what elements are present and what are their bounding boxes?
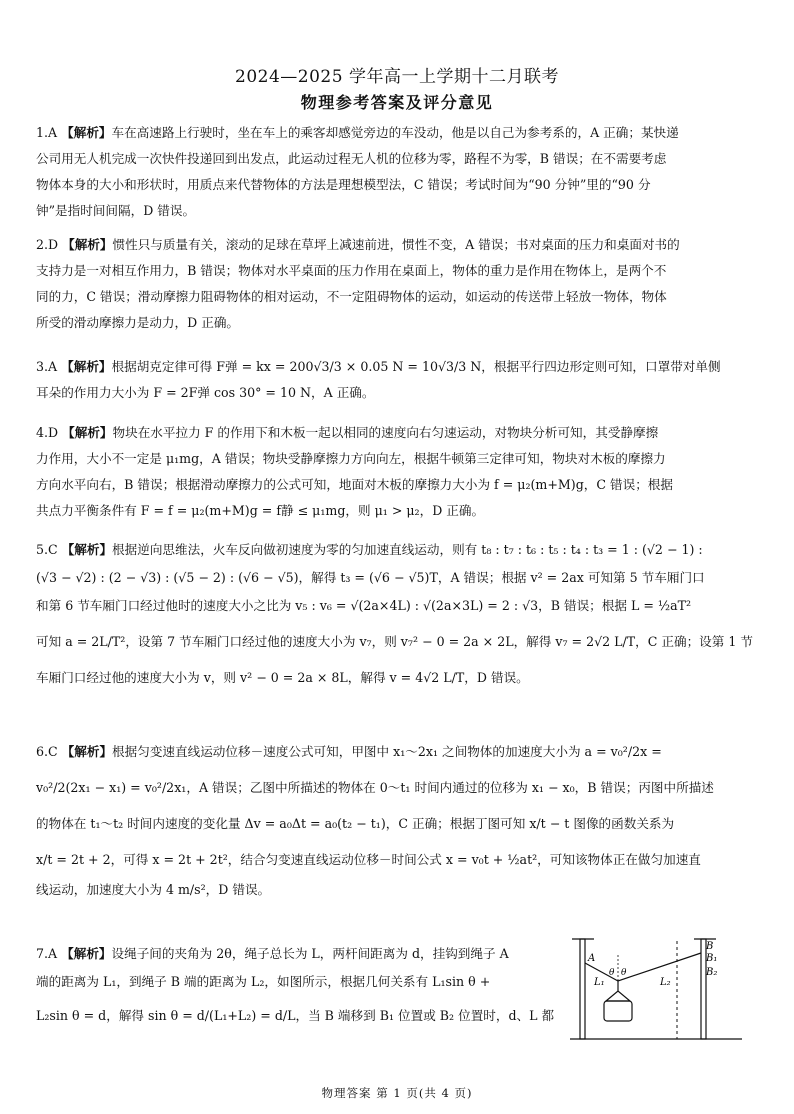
answer-6-tag: 【解析】 xyxy=(61,744,113,759)
answer-3 xyxy=(36,354,776,406)
answer-4-number: 4.D xyxy=(36,425,59,440)
answer-3-text-1: 根据胡克定律可得 F弹 = kx = 200√3/3 × 0.05 N = 10√3/3 N，根据平行四边形定则可知，口罩带对单侧 xyxy=(111,359,721,374)
left-pole xyxy=(580,939,585,1039)
page-footer: 物理答案 第 1 页(共 4 页) xyxy=(321,1086,473,1100)
answer-4-tag: 【解析】 xyxy=(62,425,113,440)
hanging-weight xyxy=(604,1001,632,1021)
answer-2-tag: 【解析】 xyxy=(62,237,113,252)
answer-1-line-4: 钟”是指时间间隔，D 错误。 xyxy=(36,203,196,218)
answer-2-line-3: 同的力，C 错误；滑动摩擦力阻碍物体的相对运动，不一定阻碍物体的运动，如运动的传送带上轻放一物体，物体 xyxy=(36,289,667,304)
label-b: B xyxy=(706,941,714,952)
label-b2: B₂ xyxy=(706,967,718,978)
answer-6 xyxy=(36,738,776,904)
answer-2-number: 2.D xyxy=(36,237,59,252)
answer-1-line-2: 公司用无人机完成一次快件投递回到出发点，此运动过程无人机的位移为零，路程不为零，B 错误；在不需要考虑 xyxy=(36,151,667,166)
answer-5-line-1 xyxy=(36,536,776,564)
answer-5-tag: 【解析】 xyxy=(61,542,113,557)
answer-7-line-3: L₂sin θ = d，解得 sin θ = d/(L₁+L₂) = d/L，当 B 端移到 B₁ 位置或 B₂ 位置时，d、L 都 xyxy=(36,1008,555,1023)
answer-4-line-3: 方向水平向右，B 错误；根据滑动摩擦力的公式可知，地面对木板的摩擦力大小为 f = μ₂(m+M)g，C 错误；根据 xyxy=(36,477,673,492)
answer-5-line-2: (√3 − √2) : (2 − √3) : (√5 − 2) : (√6 − √5)，解得 t₃ = (√6 − √5)T，A 错误；根据 v² = 2ax 可知第 5 节车厢门口 xyxy=(36,570,705,585)
answer-6-line-5: 线运动，加速度大小为 4 m/s²，D 错误。 xyxy=(36,882,271,897)
answer-7-line-1 xyxy=(36,940,556,968)
answer-4-text-1: 物块在水平拉力 F 的作用下和木板一起以相同的速度向右匀速运动，对物块分析可知，其受静摩擦 xyxy=(112,425,659,440)
answer-5-line-4: 可知 a = 2L/T²，设第 7 节车厢门口经过他的速度大小为 v₇，则 v₇² − 0 = 2a × 2L，解得 v₇ = 2√2 L/T，C 正确；设第 1 节 xyxy=(36,634,753,649)
answer-2-line-4: 所受的滑动摩擦力是动力，D 正确。 xyxy=(36,315,240,330)
answer-4-line-2: 力作用，大小不一定是 μ₁mg，A 错误；物块受静摩擦力方向向左，根据牛顿第三定律可知，物块对木板的摩擦力 xyxy=(36,451,666,466)
label-theta-right: θ xyxy=(621,968,627,978)
answer-6-text-1: 根据匀变速直线运动位移－速度公式可知，甲图中 x₁～2x₁ 之间物体的加速度大小为 a = v₀²/2x = xyxy=(112,744,662,759)
answer-4-line-4: 共点力平衡条件有 F = f = μ₂(m+M)g = f静 ≤ μ₁mg，则 μ₁ > μ₂，D 正确。 xyxy=(36,503,485,518)
answer-2-line-1 xyxy=(36,232,776,258)
answer-2 xyxy=(36,232,776,336)
answer-7-line-2: 端的距离为 L₁，到绳子 B 端的距离为 L₂，如图所示，根据几何关系有 L₁sin θ + xyxy=(36,974,491,989)
answer-6-line-2: v₀²/2(2x₁ − x₁) = v₀²/2x₁，A 错误；乙图中所描述的物体在 0～t₁ 时间内通过的位移为 x₁ − x₀，B 错误；丙图中所描述 xyxy=(36,780,714,795)
page-title: 2024—2025 学年高一上学期十二月联考 xyxy=(235,67,559,87)
answer-5-number: 5.C xyxy=(36,542,58,557)
label-theta-left: θ xyxy=(609,968,615,978)
answer-3-line-2: 耳朵的作用力大小为 F = 2F弹 cos 30° = 10 N，A 正确。 xyxy=(36,385,375,400)
answer-2-text-1: 惯性只与质量有关，滚动的足球在草坪上减速前进，惯性不变，A 错误；书对桌面的压力和桌面对书的 xyxy=(112,237,680,252)
answer-3-number: 3.A xyxy=(36,359,58,374)
answer-1-line-1 xyxy=(36,120,776,146)
answer-1-text-1: 车在高速路上行驶时，坐在车上的乘客却感觉旁边的车没动，他是以自己为参考系的，A 正确；某快递 xyxy=(111,125,679,140)
answer-6-number: 6.C xyxy=(36,744,58,759)
hook-hanger xyxy=(606,991,630,1001)
answer-6-line-4: x/t = 2t + 2，可得 x = 2t + 2t²，结合匀变速直线运动位移－时间公式 x = v₀t + ½at²，可知该物体正在做匀加速直 xyxy=(36,852,701,867)
label-l1: L₁ xyxy=(594,977,605,988)
answer-4 xyxy=(36,420,776,524)
answer-5-line-5: 车厢门口经过他的速度大小为 v，则 v² − 0 = 2a × 8L，解得 v = 4√2 L/T，D 错误。 xyxy=(36,670,529,685)
answer-7-number: 7.A xyxy=(36,946,58,961)
answer-3-line-1 xyxy=(36,354,776,380)
answer-1-line-3: 物体本身的大小和形状时，用质点来代替物体的方法是理想模型法，C 错误；考试时间为“90 分钟”里的“90 分 xyxy=(36,177,651,192)
label-a: A xyxy=(588,953,596,964)
answer-7-tag: 【解析】 xyxy=(61,946,112,961)
answer-7 xyxy=(36,940,556,1030)
rope-hook-figure xyxy=(566,935,746,1047)
answer-6-line-1 xyxy=(36,738,776,766)
label-l2: L₂ xyxy=(660,977,671,988)
answer-2-line-2: 支持力是一对相互作用力，B 错误；物体对水平桌面的压力作用在桌面上，物体的重力是作用在物体上，是两个不 xyxy=(36,263,667,278)
answer-4-line-1 xyxy=(36,420,776,446)
page-subtitle: 物理参考答案及评分意见 xyxy=(300,93,494,112)
label-b1: B₁ xyxy=(706,953,718,964)
answer-1 xyxy=(36,120,776,224)
answer-5 xyxy=(36,536,776,692)
answer-1-tag: 【解析】 xyxy=(61,125,112,140)
answer-5-line-3: 和第 6 节车厢门口经过他时的速度大小之比为 v₅ : v₆ = √(2a×4L) : √(2a×3L) = 2 : √3，B 错误；根据 L = ½aT² xyxy=(36,598,692,613)
answer-5-text-1: 根据逆向思维法，火车反向做初速度为零的匀加速直线运动，则有 t₈ : t₇ : t₆ : t₅ : t₄ : t₃ = 1 : (√2 − 1) : xyxy=(112,542,703,557)
answer-7-text-1: 设绳子间的夹角为 2θ，绳子总长为 L，两杆间距离为 d，挂钩到绳子 A xyxy=(111,946,509,961)
answer-6-line-3: 的物体在 t₁～t₂ 时间内速度的变化量 Δv = a₀Δt = a₀(t₂ − t₁)，C 正确；根据丁图可知 x/t − t 图像的函数关系为 xyxy=(36,816,675,831)
answer-3-tag: 【解析】 xyxy=(61,359,112,374)
answer-1-number: 1.A xyxy=(36,125,58,140)
